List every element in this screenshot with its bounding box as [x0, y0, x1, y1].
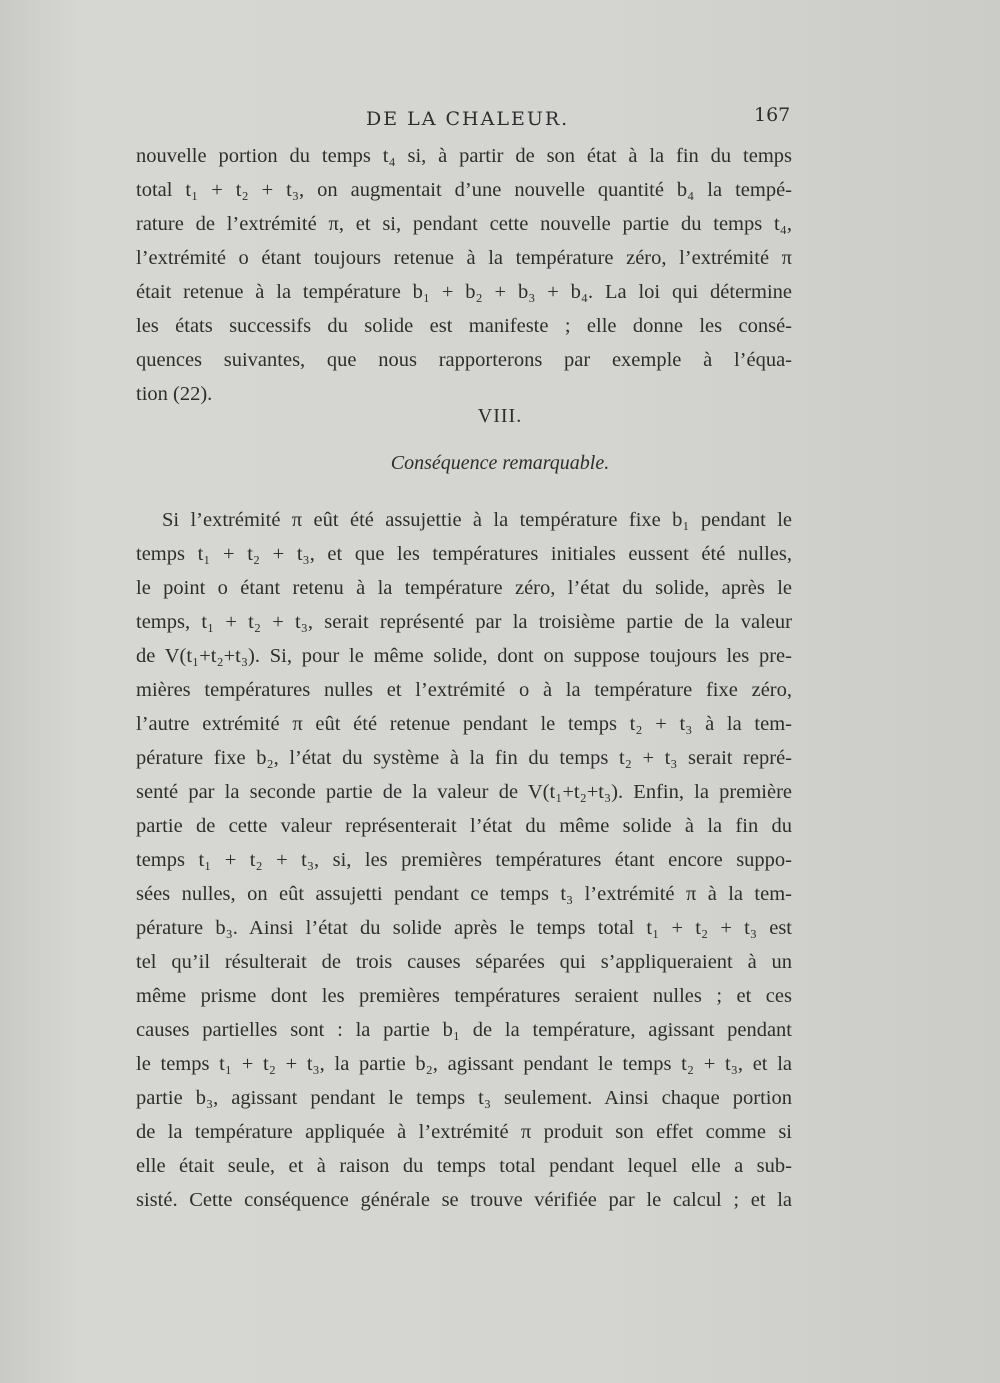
- text-line: était retenue à la température b₁ + b₂ + b₃ + b₄. La loi qui détermine: [136, 281, 792, 303]
- text-line: le temps t₁ + t₂ + t₃, la partie b₂, agissant pendant le temps t₂ + t₃, et la: [136, 1053, 792, 1075]
- section-number: VIII.: [477, 405, 523, 427]
- text-line: quences suivantes, que nous rapporterons par exemple à l’équa-: [136, 349, 792, 371]
- paragraph-continuation: [136, 139, 792, 411]
- text-line: sées nulles, on eût assujetti pendant ce temps t₃ l’extrémité π à la tem-: [136, 883, 792, 905]
- text-line: partie de cette valeur représenterait l’état du même solide à la fin du: [136, 815, 792, 837]
- text-line: pérature b₃. Ainsi l’état du solide après le temps total t₁ + t₂ + t₃ est: [136, 917, 792, 939]
- text-line: total t₁ + t₂ + t₃, on augmentait d’une nouvelle quantité b₄ la tempé-: [136, 179, 792, 201]
- section-title: Conséquence remarquable.: [390, 452, 610, 474]
- page-header: [0, 100, 1000, 140]
- text-line: même prisme dont les premières températures seraient nulles ; et ces: [136, 985, 792, 1007]
- running-head: DE LA CHALEUR.: [366, 108, 570, 130]
- text-line: tion (22).: [136, 383, 213, 405]
- text-line: Si l’extrémité π eût été assujettie à la température fixe b₁ pendant le: [162, 509, 792, 531]
- text-line: rature de l’extrémité π, et si, pendant cette nouvelle partie du temps t₄,: [136, 213, 792, 235]
- text-line: nouvelle portion du temps t₄ si, à partir de son état à la fin du temps: [136, 145, 792, 167]
- text-line: temps t₁ + t₂ + t₃, si, les premières températures étant encore suppo-: [136, 849, 792, 871]
- text-line: les états successifs du solide est manifeste ; elle donne les consé-: [136, 315, 792, 337]
- page-number: 167: [754, 104, 791, 126]
- text-line: le point o étant retenu à la température zéro, l’état du solide, après le: [136, 577, 792, 599]
- text-line: l’autre extrémité π eût été retenue pendant le temps t₂ + t₃ à la tem-: [136, 713, 792, 735]
- text-line: mières températures nulles et l’extrémité o à la température fixe zéro,: [136, 679, 792, 701]
- text-line: sisté. Cette conséquence générale se trouve vérifiée par le calcul ; et la: [136, 1189, 792, 1211]
- text-line: causes partielles sont : la partie b₁ de la température, agissant pendant: [136, 1019, 792, 1041]
- text-line: elle était seule, et à raison du temps total pendant lequel elle a sub-: [136, 1155, 792, 1177]
- text-line: partie b₃, agissant pendant le temps t₃ seulement. Ainsi chaque portion: [136, 1087, 792, 1109]
- text-line: de la température appliquée à l’extrémité π produit son effet comme si: [136, 1121, 792, 1143]
- paragraph-main: [136, 503, 792, 1217]
- text-line: senté par la seconde partie de la valeur de V(t₁+t₂+t₃). Enfin, la première: [136, 781, 792, 803]
- text-line: tel qu’il résulterait de trois causes séparées qui s’appliqueraient à un: [136, 951, 792, 973]
- text-line: l’extrémité o étant toujours retenue à la température zéro, l’extrémité π: [136, 247, 792, 269]
- text-line: temps, t₁ + t₂ + t₃, serait représenté par la troisième partie de la valeur: [136, 611, 792, 633]
- text-line: pérature fixe b₂, l’état du système à la fin du temps t₂ + t₃ serait repré-: [136, 747, 792, 769]
- text-line: de V(t₁+t₂+t₃). Si, pour le même solide, dont on suppose toujours les pre-: [136, 645, 792, 667]
- text-line: temps t₁ + t₂ + t₃, et que les températures initiales eussent été nulles,: [136, 543, 792, 565]
